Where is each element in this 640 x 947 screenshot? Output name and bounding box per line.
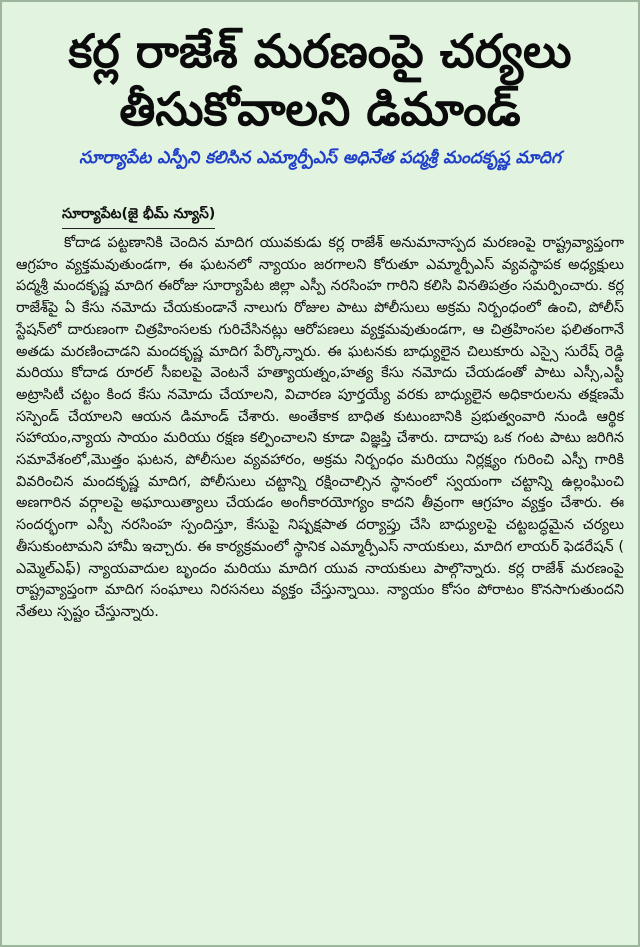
headline-line-2: తీసుకోవాలని డిమాండ్ [119, 82, 521, 136]
headline-line-1: కర్ల రాజేశ్ మరణంపై చర్యలు [68, 24, 572, 78]
subheadline: సూర్యాపేట ఎస్పీని కలిసిన ఎమ్మార్పీఎస్ అధినేత పద్మశ్రీ మందకృష్ణ మాదిగ [79, 148, 561, 168]
headline [2, 2, 638, 138]
article-body: కోదాడ పట్టణానికి చెందిన మాదిగ యువకుడు కర్ల రాజేశ్ అనుమానాస్పద మరణంపై రాష్ట్రవ్యాప్తంగా ఆగ్రహం వ్యక్తమవుతుండగా, ఈ ఘటనలో న్యాయం జరగాలని కోరుతూ ఎమ్మార్పీఎస్ వ్యవస్థాపక అధ్యక్షులు పద్మశ్రీ మందకృష్ణ మాదిగ ఈరోజు సూర్యాపేట జిల్లా ఎస్పీ నరసింహ గారిని కలిసి వినతిపత్రం సమర్పించారు. కర్ల రాజేశ్‌పై ఏ కేసు నమోదు చేయకుండానే నాలుగు రోజుల పాటు పోలీసులు అక్రమ నిర్బంధంలో ఉంచి, పోలీస్ స్టేషన్‌లో దారుణంగా చిత్రహింసలకు గురిచేసినట్లు ఆరోపణలు వ్యక్తమవుతుండగా, ఆ చిత్రహింసల ఫలితంగానే అతడు మరణించాడని మందకృష్ణ మాదిగ పేర్కొన్నారు. ఈ ఘటనకు బాధ్యులైన చిలుకూరు ఎస్సై సురేష్ రెడ్డి మరియు కోదాడ రూరల్ సీఐలపై వెంటనే హత్యాయత్నం,హత్య కేసు నమోదు చేయడంతో పాటు ఎస్సీ,ఎస్టీ అట్రాసిటీ చట్టం కింద కేసు నమోదు చేయాలని, విచారణ పూర్తయ్యే వరకు బాధ్యులైన అధికారులను తక్షణమే సస్పెండ్ చేయాలని ఆయన డిమాండ్ చేశారు. అంతేకాక బాధిత కుటుంబానికి ప్రభుత్వంవారి నుండి ఆర్థిక సహాయం,న్యాయ సాయం మరియు రక్షణ కల్పించాలని కూడా విజ్ఞప్తి చేశారు. దాదాపు ఒక గంట పాటు జరిగిన సమావేశంలో,మొత్తం ఘటన, పోలీసుల వ్యవహారం, అక్రమ నిర్బంధం మరియు నిర్లక్ష్యం గురించి ఎస్పీ గారికి వివరించిన మందకృష్ణ మాదిగ, పోలీసులు చట్టాన్ని రక్షించాల్సిన స్థానంలో స్వయంగా చట్టాన్ని ఉల్లంఘించి అణగారిన వర్గాలపై అఘాయిత్యాలు చేయడం అంగీకారయోగ్యం కాదని తీవ్రంగా ఆగ్రహం వ్యక్తం చేశారు. ఈ సందర్భంగా ఎస్పీ నరసింహ స్పందిస్తూ, కేసుపై నిష్పక్షపాత దర్యాప్తు చేసి బాధ్యులపై చట్టబద్ధమైన చర్యలు తీసుకుంటామని హామీ ఇచ్చారు. ఈ కార్యక్రమంలో స్థానిక ఎమ్మార్పీఎస్ నాయకులు, మాదిగ లాయర్ ఫెడరేషన్ ( ఎమ్మెల్ఎఫ్) న్యాయవాదుల బృందం మరియు మాదిగ యువ నాయకులు పాల్గొన్నారు. కర్ల రాజేశ్ మరణంపై రాష్ట్రవ్యాప్తంగా మాదిగ సంఘాలు నిరసనలు వ్యక్తం చేస్తున్నాయి. న్యాయం కోసం పోరాటం కొనసాగుతుందని నేతలు స్పష్టం చేస్తున్నారు. [16, 235, 624, 620]
dateline: సూర్యాపేట(జై భీమ్ న్యూస్) [62, 206, 215, 229]
